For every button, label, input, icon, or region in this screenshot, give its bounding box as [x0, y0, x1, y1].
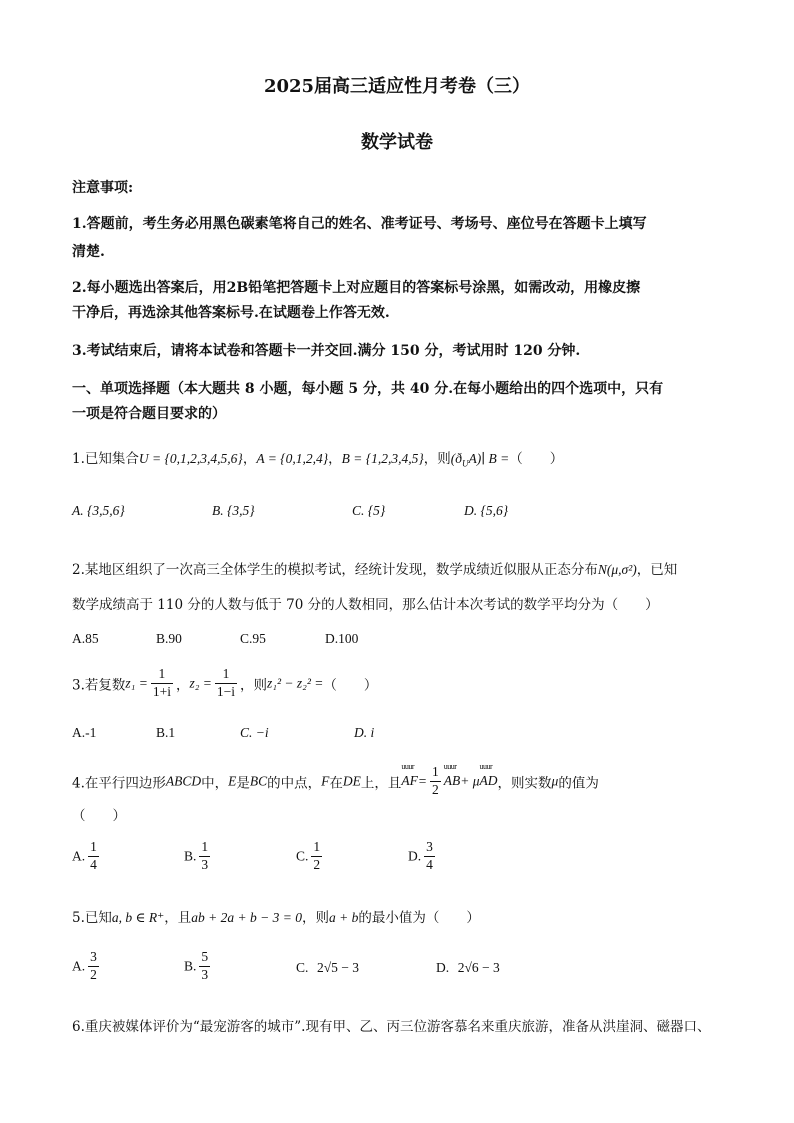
q3-expr: z₁² − z₂² =: [267, 675, 324, 691]
q4-option-a-num: 1: [90, 839, 97, 854]
q5-prefix: 5.已知: [72, 910, 112, 926]
q1-set-a: A = {0,1,2,4}: [256, 451, 329, 466]
q4-abcd: ABCD: [165, 773, 202, 789]
q3-mid: ，则: [240, 677, 268, 694]
q1-set-b: B = {1,2,3,4,5}: [341, 451, 424, 466]
q5-option-b: [184, 950, 213, 983]
notice-item-2-line-1: 2.每小题选出答案后，用2B铅笔把答题卡上对应题目的答案标号涂黑，如需改动，用橡皮擦: [72, 280, 641, 296]
q4-t6: ，则实数: [497, 775, 552, 792]
q5-option-a-num: 3: [90, 949, 97, 964]
q3-z1-denominator: 1+i: [152, 683, 171, 699]
q4-option-d-label: D.: [408, 848, 422, 864]
q1-option-a: A. {3,5,6}: [72, 503, 125, 518]
question-2-line-1: [72, 558, 677, 578]
q5-t3: 的最小值为（ ）: [358, 910, 480, 926]
q4-option-c-fraction: [311, 840, 322, 873]
q5-equation: ab + 2a + b − 3 = 0: [191, 910, 302, 925]
q4-coef-denominator: 2: [432, 781, 439, 797]
q3-z1: z₁ =: [125, 675, 148, 691]
q5-condition: a, b ∈ R⁺: [111, 910, 165, 925]
q3-prefix: 3.若复数: [72, 677, 126, 694]
q4-plus-mu: + μ: [460, 773, 480, 789]
notice-item-2-line-2: 干净后，再选涂其他答案标号.在试题卷上作答无效.: [72, 305, 390, 321]
q4-option-a-den: 4: [90, 856, 97, 872]
question-4-line-1: [72, 765, 599, 798]
q5-option-a-fraction: [88, 950, 99, 983]
q4-option-d: [408, 840, 438, 873]
q5-option-a-label: A.: [72, 958, 86, 974]
q4-option-d-num: 3: [426, 839, 433, 854]
q5-option-b-label: B.: [184, 958, 197, 974]
q4-option-c-den: 2: [313, 856, 321, 872]
question-6-line-1: 6.重庆被媒体评价为“最宠游客的城市”.现有甲、乙、丙三位游客慕名来重庆旅游，准备从洪崖洞、磁器口、: [72, 1019, 711, 1035]
q4-option-c-label: C.: [296, 848, 309, 864]
q1-sep-2: ，: [328, 451, 342, 467]
q5-option-b-fraction: [199, 950, 210, 983]
q5-option-c-value: 2√5 − 3: [316, 960, 360, 975]
q3-z1-fraction: [151, 667, 173, 700]
notice-heading: 注意事项:: [72, 180, 134, 196]
section-heading-line-1: 一、单项选择题（本大题共 8 小题，每小题 5 分，共 40 分.在每小题给出的四个选项中，只有: [72, 381, 664, 397]
q3-z2-fraction: [215, 667, 237, 700]
q4-option-c: [296, 840, 325, 873]
q4-e: E: [228, 773, 237, 789]
q4-t5: 上，且: [360, 775, 402, 792]
q5-option-d-value: 2√6 − 3: [457, 960, 500, 975]
q2-text-1: 2.某地区组织了一次高三全体学生的模拟考试，经统计发现，数学成绩近似服从正态分布: [72, 562, 598, 578]
q4-option-d-fraction: [424, 840, 435, 873]
q4-t3: 的中点，: [267, 775, 322, 792]
q4-option-b: [184, 840, 213, 873]
q1-expr: (ð: [450, 451, 463, 466]
q1-option-d: D. {5,6}: [464, 503, 509, 518]
q2-option-d: D.100: [325, 631, 359, 646]
q4-option-a: [72, 840, 102, 873]
q5-option-c-label: C.: [296, 960, 309, 975]
q5-option-a-den: 2: [90, 966, 97, 982]
q3-sep: ，: [175, 677, 190, 694]
q2-option-c: C.95: [240, 631, 266, 646]
q4-vector-ad: uuur AD: [480, 773, 498, 789]
q5-option-d: [436, 960, 500, 976]
q3-option-c: C. −i: [240, 725, 269, 740]
q2-option-b: B.90: [156, 631, 182, 646]
q5-option-a: [72, 950, 102, 983]
q2-option-a: A.85: [72, 631, 99, 646]
q4-bc: BC: [249, 773, 268, 789]
q4-t7: 的值为: [558, 775, 599, 792]
exam-subtitle: 数学试卷: [361, 132, 433, 153]
q1-option-b: B. {3,5}: [212, 503, 255, 518]
notice-item-3: 3.考试结束后，请将本试卷和答题卡一并交回.满分 150 分，考试用时 120 分钟.: [72, 343, 581, 359]
q2-distribution: N(μ,σ²): [597, 562, 637, 577]
q1-prefix: 1.已知集合: [72, 451, 139, 467]
q1-mid: ，则: [423, 451, 451, 467]
q4-option-b-fraction: [199, 840, 210, 873]
q4-t4: 在: [329, 775, 343, 792]
q4-option-d-den: 4: [426, 856, 433, 872]
q4-mu: μ: [551, 773, 559, 789]
q4-option-a-fraction: [88, 840, 99, 873]
q3-z1-numerator: 1: [158, 666, 166, 681]
q4-t1: 中，: [201, 775, 229, 792]
q2-text-tail: ，已知: [636, 562, 678, 578]
section-heading-line-2: 一项是符合题目要求的）: [72, 406, 226, 422]
q4-vector-af: uuur AF: [401, 773, 418, 789]
exam-title: 2025届高三适应性月考卷（三）: [263, 76, 531, 97]
q3-option-b: B.1: [156, 725, 176, 740]
q4-eq: =: [417, 773, 428, 789]
q4-option-b-num: 1: [201, 839, 209, 854]
q4-f: F: [321, 773, 330, 789]
notice-item-1-line-1: 1.答题前，考生务必用黑色碳素笔将自己的姓名、准考证号、考场号、座位号在答题卡上填写: [72, 216, 647, 232]
q4-vector-ab: uuur AB: [444, 773, 461, 789]
q5-sum: a + b: [328, 910, 359, 925]
notice-item-1-line-2: 清楚.: [72, 244, 105, 260]
q5-option-d-label: D.: [436, 960, 450, 975]
q4-option-b-den: 3: [201, 856, 209, 872]
question-5: [72, 906, 480, 926]
question-2-line-2: 数学成绩高于 110 分的人数与低于 70 分的人数相同，那么估计本次考试的数学平均分为（ ）: [72, 597, 659, 613]
q3-z2-numerator: 1: [222, 666, 230, 681]
q5-t1: ，且: [164, 910, 192, 926]
q1-set-u: U = {0,1,2,3,4,5,6}: [138, 451, 243, 466]
q5-option-c: [296, 960, 359, 976]
q1-expr-sub: U: [462, 458, 469, 469]
q5-t2: ，则: [301, 910, 329, 926]
q3-suffix: （ ）: [323, 677, 378, 694]
q4-option-c-num: 1: [313, 839, 321, 854]
q1-sep-1: ，: [242, 451, 257, 467]
question-3: [72, 667, 377, 700]
q3-z2: z₂ =: [189, 675, 212, 691]
q4-coef-numerator: 1: [432, 764, 439, 779]
q4-de: DE: [342, 773, 361, 789]
q4-coef-fraction: [430, 765, 441, 798]
question-4-line-2: （ ）: [72, 808, 126, 824]
q3-option-d: D. i: [354, 725, 375, 740]
q4-option-b-label: B.: [184, 848, 197, 864]
q3-z2-denominator: 1−i: [216, 683, 236, 699]
q4-prefix: 4.在平行四边形: [72, 775, 166, 792]
q4-t2: 是: [236, 775, 250, 792]
question-1: [72, 447, 563, 469]
q5-option-b-den: 3: [201, 966, 209, 982]
q1-suffix: （ ）: [509, 451, 564, 467]
q4-option-a-label: A.: [72, 848, 86, 864]
q1-option-c: C. {5}: [352, 503, 386, 518]
q1-expr-2: A)∣ B =: [468, 451, 510, 466]
q5-option-b-num: 5: [201, 949, 209, 964]
q3-option-a: A.-1: [72, 725, 97, 740]
